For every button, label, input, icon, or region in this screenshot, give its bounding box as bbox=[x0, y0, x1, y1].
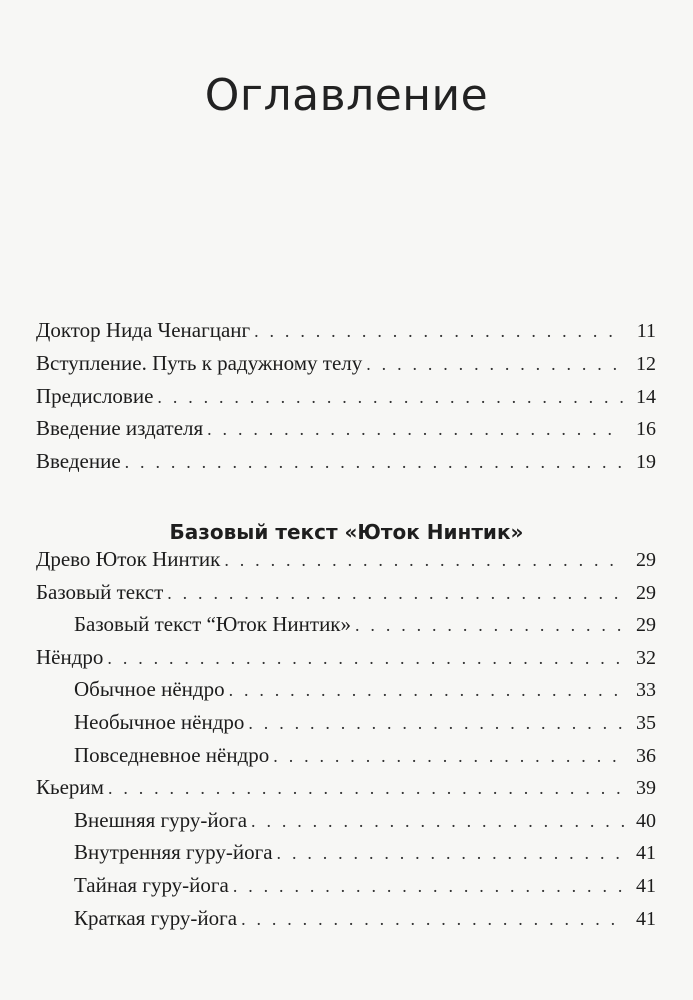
toc-entry-label: Тайная гуру-йога bbox=[74, 872, 229, 897]
toc-entry-label: Внутренняя гуру-йога bbox=[74, 840, 273, 865]
toc-entry-page: 16 bbox=[636, 418, 656, 441]
toc-entry[interactable] bbox=[36, 449, 656, 482]
front-matter-list bbox=[36, 318, 656, 482]
toc-subentry[interactable] bbox=[36, 840, 656, 873]
dot-leader bbox=[366, 354, 624, 375]
dot-leader bbox=[125, 452, 624, 473]
toc-entry-page: 32 bbox=[636, 646, 656, 669]
toc-entry-label: Древо Юток Нинтик bbox=[36, 547, 221, 571]
toc-entry-page: 39 bbox=[636, 777, 656, 800]
toc-entry-label: Базовый текст bbox=[36, 579, 164, 604]
toc-entry-page: 14 bbox=[636, 385, 656, 408]
toc-entry-page: 36 bbox=[636, 744, 656, 767]
toc-entry-label: Нёндро bbox=[36, 644, 104, 669]
toc-entry-label: Необычное нёндро bbox=[74, 709, 245, 734]
toc-entry-page: 33 bbox=[636, 679, 656, 702]
toc-entry[interactable] bbox=[36, 351, 656, 384]
toc-subentry[interactable] bbox=[36, 873, 656, 906]
toc-entry-label: Внешняя гуру-йога bbox=[74, 807, 248, 832]
toc-entry-label: Введение издателя bbox=[36, 416, 204, 441]
toc-entry-page: 40 bbox=[636, 809, 656, 832]
dot-leader bbox=[108, 778, 624, 799]
toc-entry-label: Доктор Нида Ченагцанг bbox=[36, 318, 251, 342]
dot-leader bbox=[248, 713, 624, 734]
toc-entry-page: 29 bbox=[636, 581, 656, 604]
dot-leader bbox=[157, 387, 624, 408]
toc-subentry[interactable] bbox=[36, 677, 656, 710]
toc-entry-page: 35 bbox=[636, 711, 656, 734]
toc-entry-label: Базовый текст “Юток Нинтик» bbox=[74, 612, 352, 637]
toc-entry-page: 29 bbox=[636, 614, 656, 637]
dot-leader bbox=[207, 419, 624, 440]
toc-entry-label: Предисловие bbox=[36, 383, 154, 408]
toc-entry-page: 12 bbox=[636, 352, 656, 375]
toc-entry-label: Обычное нёндро bbox=[74, 677, 225, 702]
toc-entry-page: 41 bbox=[636, 907, 656, 930]
toc-entry-page: 41 bbox=[636, 842, 656, 865]
dot-leader bbox=[254, 321, 624, 342]
main-entries-list bbox=[36, 547, 656, 938]
toc-entry[interactable] bbox=[36, 547, 656, 580]
toc-entry-page: 19 bbox=[636, 451, 656, 474]
dot-leader bbox=[241, 909, 624, 930]
toc-entry-label: Кьерим bbox=[36, 775, 104, 800]
toc-subentry[interactable] bbox=[36, 906, 656, 939]
toc-entry[interactable] bbox=[36, 645, 656, 678]
toc-entry-page: 29 bbox=[636, 549, 656, 571]
toc-subentry[interactable] bbox=[36, 743, 656, 776]
dot-leader bbox=[224, 550, 624, 571]
toc-entry[interactable] bbox=[36, 416, 656, 449]
dot-leader bbox=[107, 648, 624, 669]
toc-subentry[interactable] bbox=[36, 710, 656, 743]
toc-entry-page: 41 bbox=[636, 874, 656, 897]
toc-subentry[interactable] bbox=[36, 612, 656, 645]
toc-entry-label: Вступление. Путь к радужному телу bbox=[36, 350, 363, 375]
toc-entry-label: Введение bbox=[36, 449, 121, 474]
toc-entry[interactable] bbox=[36, 580, 656, 613]
dot-leader bbox=[233, 876, 624, 897]
toc-entry[interactable] bbox=[36, 384, 656, 417]
toc-entry[interactable] bbox=[36, 775, 656, 808]
toc-subentry[interactable] bbox=[36, 808, 656, 841]
toc-entry[interactable] bbox=[36, 318, 656, 351]
toc-entry-label: Повседневное нёндро bbox=[74, 742, 270, 767]
dot-leader bbox=[229, 680, 624, 701]
toc-entry-page: 11 bbox=[636, 320, 656, 342]
dot-leader bbox=[273, 746, 624, 767]
section-heading: Базовый текст «Юток Нинтик» bbox=[169, 520, 524, 544]
dot-leader bbox=[167, 583, 624, 604]
toc-entry-label: Краткая гуру-йога bbox=[74, 905, 238, 930]
dot-leader bbox=[355, 615, 624, 636]
dot-leader bbox=[277, 843, 624, 864]
page-title: Оглавление bbox=[204, 70, 489, 121]
dot-leader bbox=[251, 811, 624, 832]
